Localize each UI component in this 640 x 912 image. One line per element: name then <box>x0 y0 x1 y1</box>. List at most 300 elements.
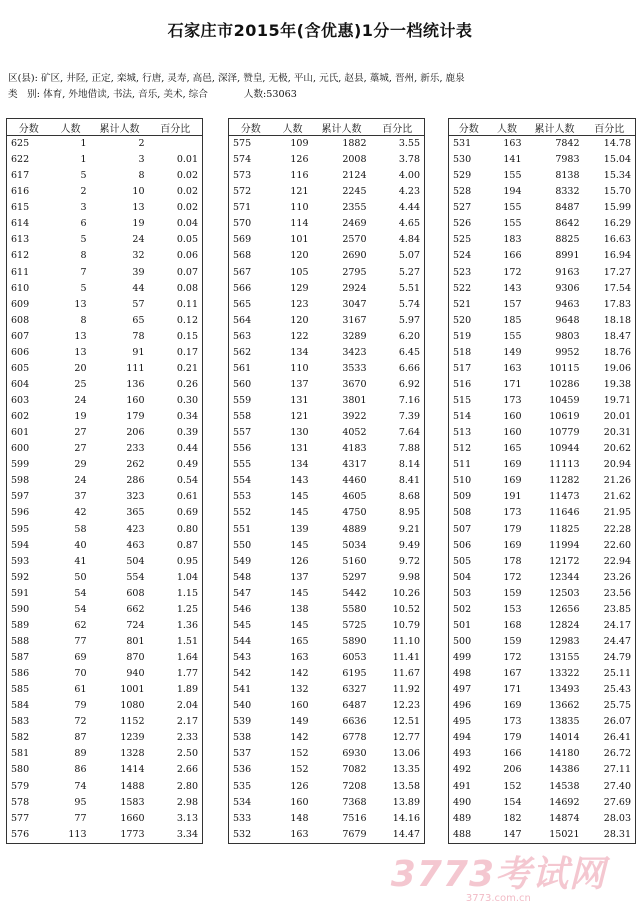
cell-percent: 10.26 <box>392 587 420 599</box>
table-row <box>229 441 425 457</box>
cell-cumulative: 11646 <box>549 507 580 519</box>
cell-score: 540 <box>233 700 252 712</box>
cell-percent <box>149 136 203 153</box>
cell-cumulative: 1773 <box>120 828 145 840</box>
score-table-1 <box>6 118 203 844</box>
cell-count: 169 <box>503 475 522 487</box>
cell-percent: 7.16 <box>398 395 420 407</box>
cell-cumulative: 4460 <box>342 475 367 487</box>
cell-score: 609 <box>11 298 30 310</box>
cell-count: 13 <box>74 330 87 342</box>
cell-percent: 14.16 <box>392 812 420 824</box>
cell-score: 585 <box>11 684 30 696</box>
cell-score: 601 <box>11 427 30 439</box>
table-row <box>229 152 425 168</box>
cell-cumulative: 2124 <box>342 170 367 182</box>
cell-cumulative: 14692 <box>549 796 580 808</box>
cell-percent: 27.69 <box>603 796 631 808</box>
table-row <box>449 666 636 682</box>
cell-score: 596 <box>11 507 30 519</box>
table-row <box>449 795 636 811</box>
cell-score: 490 <box>453 796 472 808</box>
cell-percent: 5.27 <box>398 266 420 278</box>
cell-count: 79 <box>74 700 87 712</box>
cell-cumulative: 12172 <box>549 555 580 567</box>
cell-percent: 19.06 <box>603 362 631 374</box>
table-row <box>449 698 636 714</box>
cell-count: 123 <box>290 298 309 310</box>
cell-count: 194 <box>503 186 522 198</box>
cell-count: 145 <box>290 507 309 519</box>
cell-count: 160 <box>290 796 309 808</box>
cell-score: 591 <box>11 587 30 599</box>
cell-count: 169 <box>503 700 522 712</box>
table-row <box>449 538 636 554</box>
cell-percent: 11.92 <box>392 684 420 696</box>
cell-score: 546 <box>233 603 252 615</box>
cell-count: 178 <box>503 555 522 567</box>
cell-cumulative: 5725 <box>342 619 367 631</box>
cell-percent: 15.04 <box>603 154 631 166</box>
cell-cumulative: 3289 <box>342 330 367 342</box>
cell-score: 557 <box>233 427 252 439</box>
cell-score: 488 <box>453 828 472 840</box>
cell-cumulative: 1239 <box>120 732 145 744</box>
cell-score: 533 <box>233 812 252 824</box>
table-row <box>229 538 425 554</box>
cell-cumulative: 7679 <box>342 828 367 840</box>
table-header-row <box>449 119 636 136</box>
cell-percent: 20.62 <box>603 443 631 455</box>
cell-percent: 28.03 <box>603 812 631 824</box>
table-row <box>229 795 425 811</box>
header-count: 人数 <box>489 119 526 136</box>
cell-count: 206 <box>503 764 522 776</box>
table-row <box>7 457 203 473</box>
cell-percent: 13.35 <box>392 764 420 776</box>
cell-cumulative: 57 <box>132 298 145 310</box>
cell-cumulative: 65 <box>132 314 145 326</box>
cell-score: 509 <box>453 491 472 503</box>
cell-score: 593 <box>11 555 30 567</box>
cell-cumulative: 7516 <box>342 812 367 824</box>
cell-percent: 17.83 <box>603 298 631 310</box>
table-row <box>7 168 203 184</box>
table-row <box>229 473 425 489</box>
cell-count: 120 <box>290 250 309 262</box>
cell-count: 72 <box>74 716 87 728</box>
cell-score: 515 <box>453 395 472 407</box>
cell-count: 137 <box>290 378 309 390</box>
cell-count: 152 <box>503 780 522 792</box>
cell-cumulative: 6487 <box>342 700 367 712</box>
cell-percent: 15.34 <box>603 170 631 182</box>
cell-percent: 0.06 <box>176 250 198 262</box>
cell-percent: 0.15 <box>176 330 198 342</box>
table-row <box>449 602 636 618</box>
cell-score: 528 <box>453 186 472 198</box>
cell-score: 535 <box>233 780 252 792</box>
cell-score: 497 <box>453 684 472 696</box>
cell-cumulative: 6053 <box>342 652 367 664</box>
cell-percent: 5.97 <box>398 314 420 326</box>
table-row <box>7 554 203 570</box>
table-row <box>7 136 203 153</box>
cell-score: 529 <box>453 170 472 182</box>
table-row <box>7 666 203 682</box>
cell-percent: 2.80 <box>176 780 198 792</box>
cell-percent: 16.63 <box>603 234 631 246</box>
cell-percent: 19.38 <box>603 378 631 390</box>
cell-percent: 4.23 <box>398 186 420 198</box>
cell-percent: 25.75 <box>603 700 631 712</box>
cell-score: 551 <box>233 523 252 535</box>
cell-percent: 11.41 <box>392 652 420 664</box>
cell-score: 592 <box>11 571 30 583</box>
table-row <box>229 329 425 345</box>
cell-count: 70 <box>74 668 87 680</box>
table-row <box>449 281 636 297</box>
cell-percent: 15.99 <box>603 202 631 214</box>
header-count: 人数 <box>273 119 313 136</box>
cell-score: 545 <box>233 619 252 631</box>
cell-count: 142 <box>290 668 309 680</box>
cell-score: 523 <box>453 266 472 278</box>
cell-percent: 1.89 <box>176 684 198 696</box>
cell-count: 155 <box>503 170 522 182</box>
cell-score: 517 <box>453 362 472 374</box>
cell-score: 578 <box>11 796 30 808</box>
header-count: 人数 <box>51 119 91 136</box>
cell-percent: 18.47 <box>603 330 631 342</box>
cell-percent: 11.67 <box>392 668 420 680</box>
cell-cumulative: 1583 <box>120 796 145 808</box>
cell-cumulative: 1660 <box>120 812 145 824</box>
cell-score: 506 <box>453 539 472 551</box>
cell-score: 617 <box>11 170 30 182</box>
cell-score: 554 <box>233 475 252 487</box>
cell-cumulative: 9952 <box>555 346 580 358</box>
cell-score: 564 <box>233 314 252 326</box>
cell-cumulative: 8138 <box>555 170 580 182</box>
cell-score: 566 <box>233 282 252 294</box>
cell-count: 5 <box>80 170 87 182</box>
cell-score: 602 <box>11 411 30 423</box>
cell-percent: 5.74 <box>398 298 420 310</box>
cell-count: 50 <box>74 571 87 583</box>
cell-cumulative: 9648 <box>555 314 580 326</box>
cell-percent: 20.94 <box>603 459 631 471</box>
cell-score: 577 <box>11 812 30 824</box>
cell-percent: 21.62 <box>603 491 631 503</box>
cell-score: 561 <box>233 362 252 374</box>
cell-cumulative: 6636 <box>342 716 367 728</box>
cell-percent: 9.98 <box>398 571 420 583</box>
cell-score: 590 <box>11 603 30 615</box>
table-row <box>229 746 425 762</box>
table-row <box>229 248 425 264</box>
table-row <box>449 489 636 505</box>
cell-score: 556 <box>233 443 252 455</box>
cell-count: 113 <box>68 828 87 840</box>
table-row <box>229 168 425 184</box>
cell-percent: 8.68 <box>398 491 420 503</box>
cell-count: 163 <box>290 652 309 664</box>
cell-percent: 23.26 <box>603 571 631 583</box>
table-row <box>449 811 636 827</box>
cell-score: 600 <box>11 443 30 455</box>
cell-score: 576 <box>11 828 30 840</box>
cell-score: 608 <box>11 314 30 326</box>
cell-count: 13 <box>74 346 87 358</box>
cell-percent: 10.79 <box>392 619 420 631</box>
header-cumulative: 累计人数 <box>526 119 584 136</box>
table-row <box>229 361 425 377</box>
cell-score: 610 <box>11 282 30 294</box>
cell-cumulative: 5160 <box>342 555 367 567</box>
cell-score: 616 <box>11 186 30 198</box>
cell-percent: 6.66 <box>398 362 420 374</box>
cell-score: 595 <box>11 523 30 535</box>
cell-count: 163 <box>503 362 522 374</box>
table-row <box>449 730 636 746</box>
region-line: 区(县): 矿区, 井陉, 正定, 栾城, 行唐, 灵寿, 高邑, 深泽, 赞皇, 无极, 平山, 元氏, 赵县, 藁城, 晋州, 新乐, 鹿泉 <box>8 73 465 84</box>
cell-percent: 17.54 <box>603 282 631 294</box>
cell-count: 163 <box>290 828 309 840</box>
cell-score: 625 <box>11 138 30 150</box>
cell-percent: 3.34 <box>176 828 198 840</box>
cell-cumulative: 14874 <box>549 812 580 824</box>
score-table-2 <box>228 118 425 844</box>
cell-cumulative: 1882 <box>342 138 367 150</box>
table-row <box>7 538 203 554</box>
cell-percent: 25.43 <box>603 684 631 696</box>
cell-score: 580 <box>11 764 30 776</box>
table-row <box>229 811 425 827</box>
cell-score: 536 <box>233 764 252 776</box>
cell-score: 552 <box>233 507 252 519</box>
table-row <box>449 634 636 650</box>
cell-cumulative: 5297 <box>342 571 367 583</box>
cell-percent: 3.55 <box>398 138 420 150</box>
cell-cumulative: 608 <box>126 587 145 599</box>
cell-score: 511 <box>453 459 472 471</box>
cell-percent: 0.05 <box>176 234 198 246</box>
cell-cumulative: 179 <box>126 411 145 423</box>
table-row <box>7 473 203 489</box>
cell-count: 131 <box>290 395 309 407</box>
table-row <box>229 184 425 200</box>
table-row <box>229 554 425 570</box>
cell-count: 1 <box>80 154 87 166</box>
table-row <box>229 570 425 586</box>
cell-count: 40 <box>74 539 87 551</box>
cell-count: 105 <box>290 266 309 278</box>
cell-cumulative: 10619 <box>549 411 580 423</box>
cell-count: 163 <box>503 138 522 150</box>
cell-percent: 0.61 <box>176 491 198 503</box>
cell-percent: 0.39 <box>176 427 198 439</box>
cell-cumulative: 2355 <box>342 202 367 214</box>
cell-percent: 0.21 <box>176 362 198 374</box>
cell-percent: 2.98 <box>176 796 198 808</box>
cell-count: 41 <box>74 555 87 567</box>
cell-score: 572 <box>233 186 252 198</box>
cell-count: 155 <box>503 330 522 342</box>
cell-percent: 4.84 <box>398 234 420 246</box>
cell-cumulative: 662 <box>126 603 145 615</box>
cell-cumulative: 8825 <box>555 234 580 246</box>
table-row <box>229 297 425 313</box>
cell-count: 191 <box>503 491 522 503</box>
cell-score: 570 <box>233 218 252 230</box>
cell-score: 541 <box>233 684 252 696</box>
cell-score: 583 <box>11 716 30 728</box>
table-row <box>229 714 425 730</box>
cell-cumulative: 3423 <box>342 346 367 358</box>
cell-cumulative: 78 <box>132 330 145 342</box>
cell-percent: 0.07 <box>176 266 198 278</box>
table-row <box>449 762 636 778</box>
cell-count: 182 <box>503 812 522 824</box>
cell-percent: 24.47 <box>603 635 631 647</box>
cell-count: 126 <box>290 780 309 792</box>
table-row <box>449 265 636 281</box>
cell-cumulative: 6195 <box>342 668 367 680</box>
table-row <box>229 232 425 248</box>
cell-percent: 8.95 <box>398 507 420 519</box>
cell-percent: 2.04 <box>176 700 198 712</box>
table-row <box>449 313 636 329</box>
cell-score: 491 <box>453 780 472 792</box>
table-row <box>7 232 203 248</box>
category-line <box>8 86 297 100</box>
cell-cumulative: 3047 <box>342 298 367 310</box>
cell-cumulative: 2795 <box>342 266 367 278</box>
table-row <box>7 425 203 441</box>
cell-count: 173 <box>503 507 522 519</box>
table-row <box>229 200 425 216</box>
cell-count: 54 <box>74 603 87 615</box>
cell-cumulative: 5580 <box>342 603 367 615</box>
cell-score: 587 <box>11 652 30 664</box>
cell-percent: 0.17 <box>176 346 198 358</box>
cell-score: 492 <box>453 764 472 776</box>
table-header-row <box>229 119 425 136</box>
cell-score: 611 <box>11 266 30 278</box>
cell-cumulative: 13662 <box>549 700 580 712</box>
cell-cumulative: 10459 <box>549 395 580 407</box>
cell-count: 120 <box>290 314 309 326</box>
cell-cumulative: 4052 <box>342 427 367 439</box>
cell-cumulative: 8 <box>138 170 145 182</box>
cell-score: 531 <box>453 138 472 150</box>
score-table-3 <box>448 118 636 844</box>
cell-cumulative: 7368 <box>342 796 367 808</box>
cell-percent: 0.26 <box>176 378 198 390</box>
table-row <box>7 393 203 409</box>
cell-count: 8 <box>80 250 87 262</box>
cell-score: 553 <box>233 491 252 503</box>
cell-percent: 9.72 <box>398 555 420 567</box>
cell-score: 586 <box>11 668 30 680</box>
cell-count: 42 <box>74 507 87 519</box>
cell-percent: 2.17 <box>176 716 198 728</box>
cell-score: 614 <box>11 218 30 230</box>
cell-count: 1 <box>80 138 87 150</box>
cell-percent: 23.85 <box>603 603 631 615</box>
table-row <box>449 409 636 425</box>
cell-count: 62 <box>74 619 87 631</box>
cell-score: 550 <box>233 539 252 551</box>
table-row <box>449 457 636 473</box>
cell-percent: 10.52 <box>392 603 420 615</box>
cell-count: 142 <box>290 732 309 744</box>
cell-cumulative: 11282 <box>549 475 580 487</box>
cell-cumulative: 10944 <box>549 443 580 455</box>
cell-percent: 4.44 <box>398 202 420 214</box>
cell-percent: 22.28 <box>603 523 631 535</box>
cell-percent: 6.92 <box>398 378 420 390</box>
cell-count: 54 <box>74 587 87 599</box>
cell-count: 173 <box>503 716 522 728</box>
cell-cumulative: 4317 <box>342 459 367 471</box>
cell-count: 145 <box>290 587 309 599</box>
table-row <box>7 746 203 762</box>
cell-count: 169 <box>503 459 522 471</box>
cell-count: 6 <box>80 218 87 230</box>
table-row <box>7 634 203 650</box>
cell-count: 167 <box>503 668 522 680</box>
cell-cumulative: 8991 <box>555 250 580 262</box>
cell-score: 493 <box>453 748 472 760</box>
cell-count: 172 <box>503 266 522 278</box>
cell-score: 547 <box>233 587 252 599</box>
cell-score: 605 <box>11 362 30 374</box>
cell-score: 518 <box>453 346 472 358</box>
cell-score: 503 <box>453 587 472 599</box>
cell-count: 122 <box>290 330 309 342</box>
cell-cumulative: 2924 <box>342 282 367 294</box>
cell-score: 539 <box>233 716 252 728</box>
cell-percent: 15.70 <box>603 186 631 198</box>
cell-percent: 0.02 <box>176 186 198 198</box>
table-row <box>449 586 636 602</box>
cell-score: 599 <box>11 459 30 471</box>
table-row <box>7 618 203 634</box>
cell-count: 20 <box>74 362 87 374</box>
cell-score: 522 <box>453 282 472 294</box>
cell-cumulative: 111 <box>126 362 145 374</box>
table-row <box>7 522 203 538</box>
cell-count: 109 <box>290 138 309 150</box>
cell-count: 137 <box>290 571 309 583</box>
cell-count: 114 <box>290 218 309 230</box>
cell-cumulative: 15021 <box>549 828 580 840</box>
cell-count: 27 <box>74 427 87 439</box>
table-row <box>229 522 425 538</box>
table-row <box>449 200 636 216</box>
cell-count: 5 <box>80 282 87 294</box>
table-row <box>7 682 203 698</box>
cell-percent: 2.66 <box>176 764 198 776</box>
cell-count: 61 <box>74 684 87 696</box>
cell-count: 13 <box>74 298 87 310</box>
cell-cumulative: 5890 <box>342 635 367 647</box>
cell-count: 152 <box>290 748 309 760</box>
cell-cumulative: 14014 <box>549 732 580 744</box>
cell-score: 501 <box>453 619 472 631</box>
